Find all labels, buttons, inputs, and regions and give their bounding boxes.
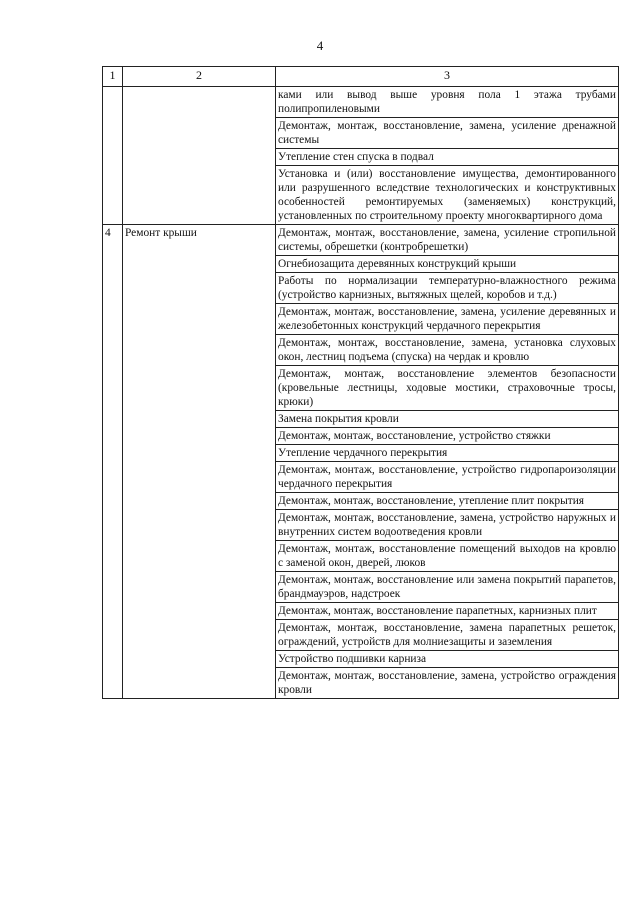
work-item-cell: Демонтаж, монтаж, восстановление, замена, установка слуховых окон, лестниц подъема (спуска) на чердак и кровлю: [276, 335, 619, 366]
work-item-cell: Демонтаж, монтаж, восстановление, замена, усиление стропильной системы, обрешетки (контробрешетки): [276, 225, 619, 256]
work-item-cell: ками или вывод выше уровня пола 1 этажа трубами полипропиленовыми: [276, 87, 619, 118]
work-item-cell: Демонтаж, монтаж, восстановление, замена, устройство ограждения кровли: [276, 668, 619, 699]
work-item-cell: Утепление чердачного перекрытия: [276, 445, 619, 462]
header-cell-3: 3: [276, 67, 619, 87]
work-item-cell: Утепление стен спуска в подвал: [276, 149, 619, 166]
table-row: [103, 225, 619, 256]
work-item-cell: Огнебиозащита деревянных конструкций крыши: [276, 256, 619, 273]
page-number: 4: [316, 38, 324, 53]
empty-title-cell: [123, 87, 276, 225]
work-item-cell: Замена покрытия кровли: [276, 411, 619, 428]
work-item-cell: Демонтаж, монтаж, восстановление, замена, устройство наружных и внутренних систем водоотведения кровли: [276, 510, 619, 541]
work-item-cell: Устройство подшивки карниза: [276, 651, 619, 668]
empty-number-cell: [103, 87, 123, 225]
work-item-cell: Демонтаж, монтаж, восстановление, замена, усиление деревянных и железобетонных конструкций чердачного перекрытия: [276, 304, 619, 335]
section-title-cell: Ремонт крыши: [123, 225, 276, 699]
work-item-cell: Демонтаж, монтаж, восстановление парапетных, карнизных плит: [276, 603, 619, 620]
work-item-cell: Демонтаж, монтаж, восстановление, замена, усиление дренажной системы: [276, 118, 619, 149]
work-item-cell: Демонтаж, монтаж, восстановление помещений выходов на кровлю с заменой окон, дверей, люков: [276, 541, 619, 572]
works-table: [102, 66, 619, 699]
header-cell-2: 2: [123, 67, 276, 87]
header-cell-1: 1: [103, 67, 123, 87]
section-number-cell: 4: [103, 225, 123, 699]
work-item-cell: Демонтаж, монтаж, восстановление, замена парапетных решеток, ограждений, устройств для молниезащиты и заземления: [276, 620, 619, 651]
work-item-cell: Демонтаж, монтаж, восстановление элементов безопасности (кровельные лестницы, ходовые мостики, страховочные тросы, крюки): [276, 366, 619, 411]
work-item-cell: Демонтаж, монтаж, восстановление, утепление плит покрытия: [276, 493, 619, 510]
work-item-cell: Работы по нормализации температурно-влажностного режима (устройство карнизных, вытяжных щелей, коробов и т.д.): [276, 273, 619, 304]
table-row: [103, 87, 619, 118]
work-item-cell: Демонтаж, монтаж, восстановление, устройство гидропароизоляции чердачного перекрытия: [276, 462, 619, 493]
work-item-cell: Демонтаж, монтаж, восстановление, устройство стяжки: [276, 428, 619, 445]
work-item-cell: Демонтаж, монтаж, восстановление или замена покрытий парапетов, брандмауэров, надстроек: [276, 572, 619, 603]
work-item-cell: Установка и (или) восстановление имущества, демонтированного или разрушенного вследствие технологических и конструктивных особенностей ремонтируемых (заменяемых) конструкций, установленных по строительному проекту многоквартирного дома: [276, 166, 619, 225]
table-header-row: [103, 67, 619, 87]
